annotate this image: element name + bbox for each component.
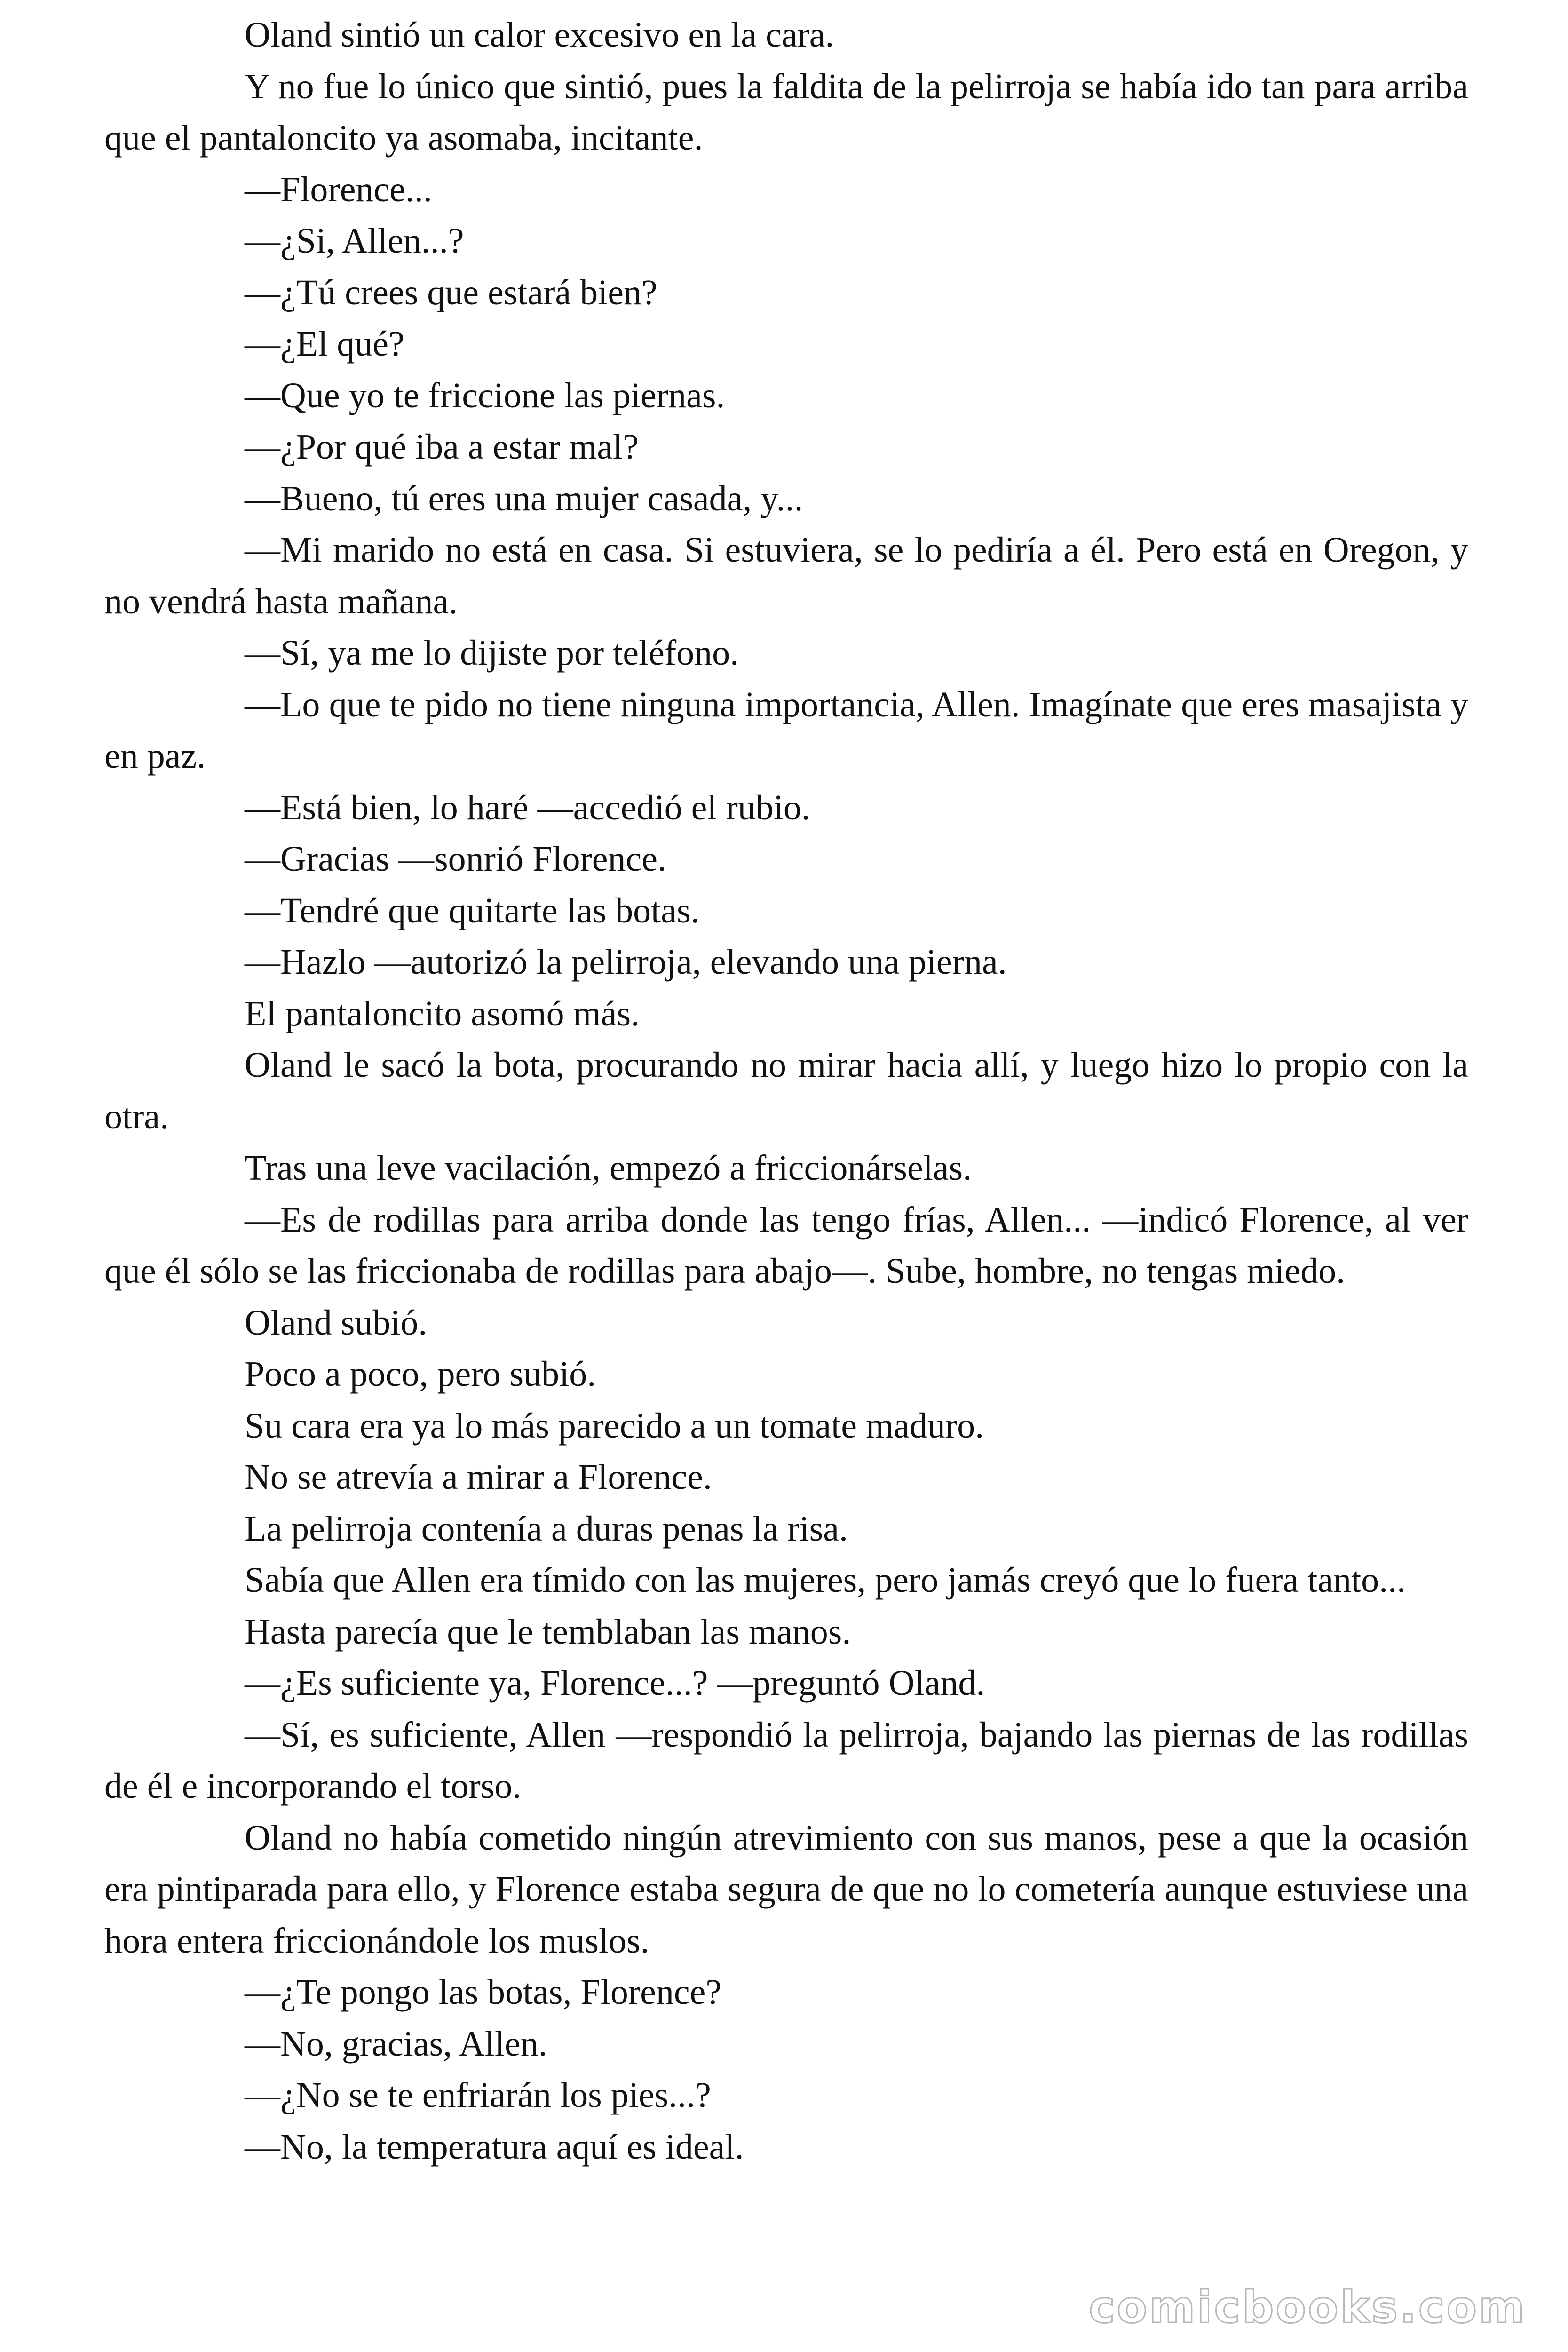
paragraph: —¿Es suficiente ya, Florence...? —preguntó Oland.	[245, 1663, 985, 1703]
paragraph: —¿Te pongo las botas, Florence?	[245, 1972, 722, 2012]
paragraph: Sabía que Allen era tímido con las mujeres, pero jamás creyó que lo fuera tanto...	[245, 1560, 1406, 1600]
paragraph: —Tendré que quitarte las botas.	[245, 890, 700, 930]
paragraph: —¿Tú crees que estará bien?	[245, 272, 657, 312]
paragraph: —Está bien, lo haré —accedió el rubio.	[245, 787, 810, 827]
paragraph: Oland sintió un calor excesivo en la cara.	[245, 15, 834, 55]
paragraph: La pelirroja contenía a duras penas la risa.	[245, 1509, 848, 1549]
paragraph: —Que yo te friccione las piernas.	[245, 375, 725, 415]
paragraph: Oland no había cometido ningún atrevimiento con sus manos, pese a que la ocasión era pintiparada para ello, y Florence estaba segura de que no lo cometería aunque estuviese una hora entera friccionándole los muslos.	[104, 1818, 1468, 1961]
paragraph: Y no fue lo único que sintió, pues la faldita de la pelirroja se había ido tan para arriba que el pantaloncito ya asomaba, incitante.	[104, 66, 1468, 158]
paragraph: Tras una leve vacilación, empezó a friccionárselas.	[245, 1148, 972, 1188]
paragraph: —Gracias —sonrió Florence.	[245, 839, 666, 879]
paragraph: —¿Si, Allen...?	[245, 221, 464, 261]
paragraph: —Sí, ya me lo dijiste por teléfono.	[245, 633, 739, 673]
paragraph: —Florence...	[245, 169, 432, 209]
paragraph: —Bueno, tú eres una mujer casada, y...	[245, 478, 803, 518]
paragraph: Hasta parecía que le temblaban las manos.	[245, 1612, 851, 1652]
paragraph: —Hazlo —autorizó la pelirroja, elevando una pierna.	[245, 942, 1007, 982]
paragraph: Oland subió.	[245, 1303, 428, 1343]
paragraph: Oland le sacó la bota, procurando no mirar hacia allí, y luego hizo lo propio con la otra.	[104, 1045, 1468, 1136]
watermark: comicbooks.com	[1088, 2282, 1527, 2333]
paragraph: —Lo que te pido no tiene ninguna importancia, Allen. Imagínate que eres masajista y en paz.	[104, 684, 1468, 776]
paragraph: —No, gracias, Allen.	[245, 2024, 547, 2064]
paragraph: —¿El qué?	[245, 324, 404, 364]
paragraph: —¿No se te enfriarán los pies...?	[245, 2075, 711, 2115]
paragraph: Poco a poco, pero subió.	[245, 1354, 596, 1394]
paragraph: —Mi marido no está en casa. Si estuviera, se lo pediría a él. Pero está en Oregon, y no vendrá hasta mañana.	[104, 530, 1468, 621]
paragraph: —¿Por qué iba a estar mal?	[245, 427, 639, 467]
paragraph: —Es de rodillas para arriba donde las tengo frías, Allen... —indicó Florence, al ver que él sólo se las friccionaba de rodillas para abajo—. Sube, hombre, no tengas miedo.	[104, 1200, 1468, 1291]
paragraph: —Sí, es suficiente, Allen —respondió la pelirroja, bajando las piernas de las rodillas de él e incorporando el torso.	[104, 1715, 1468, 1806]
paragraph: —No, la temperatura aquí es ideal.	[245, 2127, 744, 2167]
paragraph: El pantaloncito asomó más.	[245, 993, 640, 1033]
body-text	[104, 9, 1468, 2173]
paragraph: Su cara era ya lo más parecido a un tomate maduro.	[245, 1406, 984, 1446]
paragraph: No se atrevía a mirar a Florence.	[245, 1457, 712, 1497]
